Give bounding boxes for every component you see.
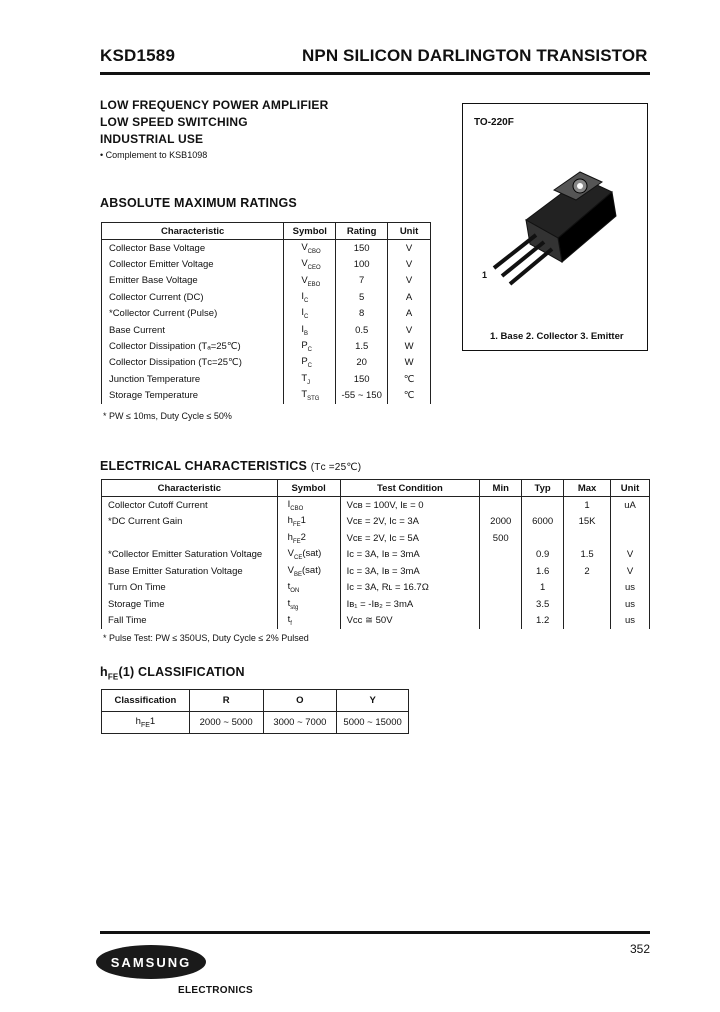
abs-max-unit: ℃ xyxy=(388,388,431,404)
hfe-title-post: (1) CLASSIFICATION xyxy=(118,665,245,679)
ec-col-typ: Typ xyxy=(522,480,564,497)
elec-row xyxy=(102,580,650,597)
elec-unit: us xyxy=(611,596,650,613)
abs-max-unit: W xyxy=(388,338,431,354)
hfe-col-o: O xyxy=(263,690,337,712)
abs-max-characteristic: Emitter Base Voltage xyxy=(102,273,284,289)
elec-unit: V xyxy=(611,547,650,564)
abs-max-row xyxy=(102,306,431,322)
elec-condition: Iᴄ = 3A, Iʙ = 3mA xyxy=(340,547,480,564)
col-characteristic: Characteristic xyxy=(102,223,284,240)
abs-max-symbol: $T_{STG}$ xyxy=(284,388,336,404)
complement-note: • Complement to KSB1098 xyxy=(100,150,208,160)
abs-max-rating: 8 xyxy=(336,306,388,322)
ec-col-condition: Test Condition xyxy=(340,480,480,497)
hfe-y-range: 5000 ~ 15000 xyxy=(337,712,409,734)
elec-symbol: $I_{CBO}$ xyxy=(277,497,340,514)
abs-max-characteristic: Base Current xyxy=(102,322,284,338)
elec-symbol: $h_{FE}1$ xyxy=(277,514,340,531)
ec-col-symbol: Symbol xyxy=(277,480,340,497)
elec-condition: Vᴄᴄ ≅ 50V xyxy=(340,613,480,630)
elec-characteristic xyxy=(102,530,278,547)
electronics-label: ELECTRONICS xyxy=(178,985,253,996)
elec-typ xyxy=(522,497,564,514)
abs-max-row xyxy=(102,240,431,257)
abs-max-characteristic: Collector Emitter Voltage xyxy=(102,256,284,272)
abs-max-characteristic: Junction Temperature xyxy=(102,371,284,387)
elec-row xyxy=(102,514,650,531)
elec-symbol: $t_{ON}$ xyxy=(277,580,340,597)
abs-max-symbol: $V_{CEO}$ xyxy=(284,256,336,272)
hfe-col-r: R xyxy=(189,690,263,712)
abs-max-rating: 100 xyxy=(336,256,388,272)
abs-max-characteristic: Collector Dissipation (Tₐ=25℃) xyxy=(102,338,284,354)
abs-max-rating: -55 ~ 150 xyxy=(336,388,388,404)
abs-max-unit: V xyxy=(388,256,431,272)
abs-max-row xyxy=(102,289,431,305)
abs-max-symbol: $V_{EBO}$ xyxy=(284,273,336,289)
header-rule xyxy=(100,72,650,75)
abs-max-row xyxy=(102,338,431,354)
col-unit: Unit xyxy=(388,223,431,240)
elec-min xyxy=(480,613,522,630)
elec-max: 2 xyxy=(564,563,611,580)
ec-col-max: Max xyxy=(564,480,611,497)
elec-min xyxy=(480,497,522,514)
elec-row xyxy=(102,596,650,613)
elec-min xyxy=(480,547,522,564)
abs-max-characteristic: Storage Temperature xyxy=(102,388,284,404)
abs-max-characteristic: Collector Current (DC) xyxy=(102,289,284,305)
abs-max-row xyxy=(102,355,431,371)
elec-condition: Iᴄ = 3A, Rʟ = 16.7Ω xyxy=(340,580,480,597)
abs-max-row xyxy=(102,273,431,289)
elec-symbol: $t_{stg}$ xyxy=(277,596,340,613)
elec-unit xyxy=(611,530,650,547)
package-name: TO-220F xyxy=(474,117,514,128)
abs-max-unit: V xyxy=(388,322,431,338)
elec-unit xyxy=(611,514,650,531)
elec-max xyxy=(564,613,611,630)
elec-condition: Vᴄᴇ = 2V, Iᴄ = 5A xyxy=(340,530,480,547)
document-title: NPN SILICON DARLINGTON TRANSISTOR xyxy=(302,46,648,65)
elec-characteristic: Turn On Time xyxy=(102,580,278,597)
footer-rule xyxy=(100,931,650,934)
samsung-logo xyxy=(94,942,208,982)
elec-row xyxy=(102,613,650,630)
elec-typ: 0.9 xyxy=(522,547,564,564)
elec-symbol: $t_f$ xyxy=(277,613,340,630)
abs-max-row xyxy=(102,388,431,404)
elec-row xyxy=(102,563,650,580)
hfe-row-label: $h_{FE}1$ xyxy=(102,712,190,734)
elec-characteristic: Fall Time xyxy=(102,613,278,630)
abs-max-row xyxy=(102,322,431,338)
elec-unit: us xyxy=(611,580,650,597)
abs-max-symbol: $P_C$ xyxy=(284,338,336,354)
hfe-title xyxy=(100,665,245,682)
elec-max xyxy=(564,530,611,547)
pinout-caption: 1. Base 2. Collector 3. Emitter xyxy=(490,331,624,342)
elec-min: 500 xyxy=(480,530,522,547)
ec-col-min: Min xyxy=(480,480,522,497)
elec-row xyxy=(102,530,650,547)
abs-max-row xyxy=(102,256,431,272)
hfe-col-y: Y xyxy=(337,690,409,712)
elec-title-condition: (Tᴄ =25℃) xyxy=(310,462,362,473)
hfe-row xyxy=(102,712,409,734)
abs-max-symbol: $T_J$ xyxy=(284,371,336,387)
elec-min xyxy=(480,563,522,580)
elec-unit: uA xyxy=(611,497,650,514)
elec-title-text: ELECTRICAL CHARACTERISTICS xyxy=(100,459,308,473)
abs-max-symbol: $I_B$ xyxy=(284,322,336,338)
abs-max-rating: 150 xyxy=(336,371,388,387)
elec-max: 15K xyxy=(564,514,611,531)
elec-row xyxy=(102,497,650,514)
abs-max-symbol: $I_C$ xyxy=(284,289,336,305)
hfe-col-classification: Classification xyxy=(102,690,190,712)
hfe-table xyxy=(101,689,409,734)
abs-max-rating: 0.5 xyxy=(336,322,388,338)
samsung-logo-text: SAMSUNG xyxy=(110,955,192,970)
abs-max-symbol: $V_{CBO}$ xyxy=(284,240,336,257)
abs-max-row xyxy=(102,371,431,387)
elec-note: * Pulse Test: PW ≤ 350US, Duty Cycle ≤ 2% Pulsed xyxy=(103,633,309,643)
page-number: 352 xyxy=(630,942,651,956)
elec-table xyxy=(101,479,650,629)
abs-max-rating: 150 xyxy=(336,240,388,257)
elec-typ: 3.5 xyxy=(522,596,564,613)
col-rating: Rating xyxy=(336,223,388,240)
abs-max-rating: 7 xyxy=(336,273,388,289)
abs-max-unit: ℃ xyxy=(388,371,431,387)
elec-min: 2000 xyxy=(480,514,522,531)
elec-max: 1 xyxy=(564,497,611,514)
elec-symbol: $V_{BE}(sat)$ xyxy=(277,563,340,580)
elec-typ: 1.6 xyxy=(522,563,564,580)
abs-max-unit: W xyxy=(388,355,431,371)
abs-max-table xyxy=(101,222,431,404)
elec-typ xyxy=(522,530,564,547)
abs-max-symbol: $I_C$ xyxy=(284,306,336,322)
abs-max-rating: 1.5 xyxy=(336,338,388,354)
abs-max-unit: A xyxy=(388,289,431,305)
elec-characteristic: Base Emitter Saturation Voltage xyxy=(102,563,278,580)
elec-condition: Iᴄ = 3A, Iʙ = 3mA xyxy=(340,563,480,580)
abs-max-note: * PW ≤ 10ms, Duty Cycle ≤ 50% xyxy=(103,411,232,421)
abs-max-title: ABSOLUTE MAXIMUM RATINGS xyxy=(100,196,297,210)
abs-max-symbol: $P_C$ xyxy=(284,355,336,371)
elec-unit: V xyxy=(611,563,650,580)
abs-max-unit: A xyxy=(388,306,431,322)
elec-typ: 6000 xyxy=(522,514,564,531)
to220f-package-drawing xyxy=(470,150,640,300)
elec-unit: us xyxy=(611,613,650,630)
elec-typ: 1 xyxy=(522,580,564,597)
elec-symbol: $V_{CE}(sat)$ xyxy=(277,547,340,564)
elec-characteristic: Storage Time xyxy=(102,596,278,613)
elec-characteristic: Collector Cutoff Current xyxy=(102,497,278,514)
elec-characteristic: *DC Current Gain xyxy=(102,514,278,531)
abs-max-characteristic: Collector Dissipation (Tᴄ=25℃) xyxy=(102,355,284,371)
elec-min xyxy=(480,580,522,597)
feature-1: LOW FREQUENCY POWER AMPLIFIER xyxy=(100,98,329,112)
feature-3: INDUSTRIAL USE xyxy=(100,132,204,146)
elec-condition: Vᴄʙ = 100V, Iᴇ = 0 xyxy=(340,497,480,514)
part-number: KSD1589 xyxy=(100,46,176,65)
pin-1-label: 1 xyxy=(482,270,488,280)
ec-col-unit: Unit xyxy=(611,480,650,497)
ec-col-characteristic: Characteristic xyxy=(102,480,278,497)
elec-max xyxy=(564,596,611,613)
abs-max-unit: V xyxy=(388,273,431,289)
elec-typ: 1.2 xyxy=(522,613,564,630)
hfe-o-range: 3000 ~ 7000 xyxy=(263,712,337,734)
elec-characteristic: *Collector Emitter Saturation Voltage xyxy=(102,547,278,564)
hfe-r-range: 2000 ~ 5000 xyxy=(189,712,263,734)
abs-max-characteristic: Collector Base Voltage xyxy=(102,240,284,257)
abs-max-rating: 20 xyxy=(336,355,388,371)
abs-max-unit: V xyxy=(388,240,431,257)
abs-max-rating: 5 xyxy=(336,289,388,305)
hfe-title-sub: FE xyxy=(107,672,119,682)
elec-condition: Vᴄᴇ = 2V, Iᴄ = 3A xyxy=(340,514,480,531)
elec-min xyxy=(480,596,522,613)
elec-max: 1.5 xyxy=(564,547,611,564)
abs-max-characteristic: *Collector Current (Pulse) xyxy=(102,306,284,322)
elec-max xyxy=(564,580,611,597)
elec-row xyxy=(102,547,650,564)
col-symbol: Symbol xyxy=(284,223,336,240)
elec-symbol: $h_{FE}2$ xyxy=(277,530,340,547)
elec-title xyxy=(100,459,361,473)
elec-condition: Iʙ₁ = -Iʙ₂ = 3mA xyxy=(340,596,480,613)
hfe-title-h: h xyxy=(100,665,108,679)
feature-2: LOW SPEED SWITCHING xyxy=(100,115,248,129)
